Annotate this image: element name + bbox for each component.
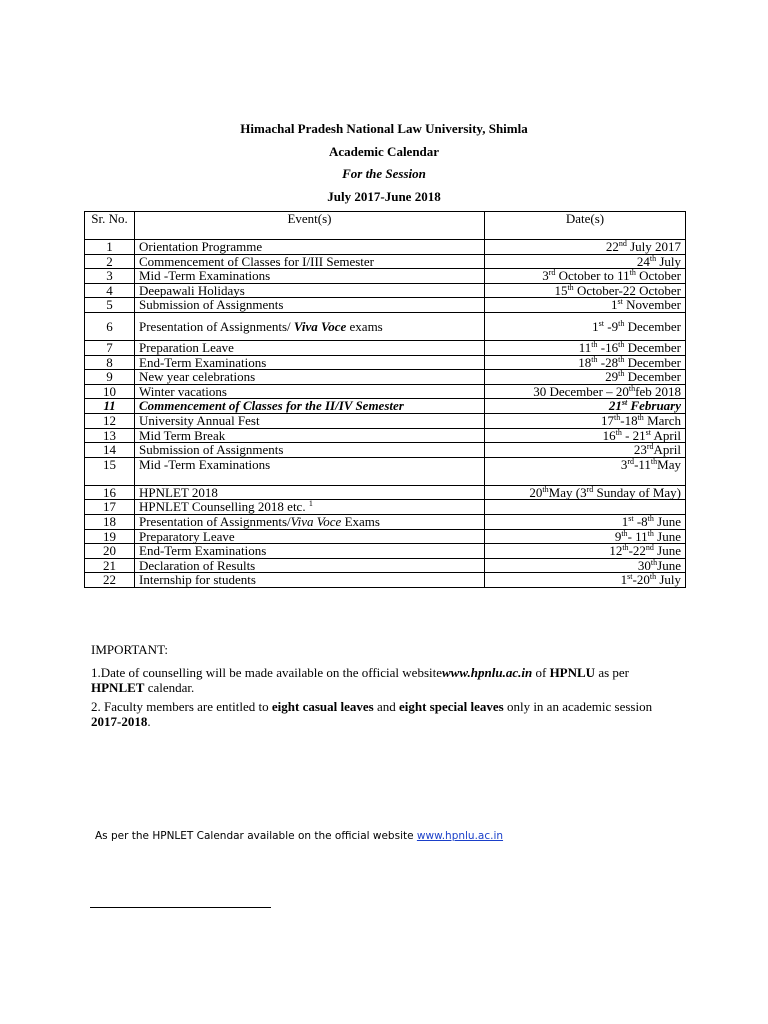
row-number: 6 <box>85 312 135 340</box>
row-number: 9 <box>85 370 135 385</box>
university-name: Himachal Pradesh National Law University, Shimla <box>240 121 528 136</box>
row-number: 14 <box>85 443 135 458</box>
table-row <box>85 370 686 385</box>
row-date: 11th -16th December <box>485 340 686 355</box>
row-event: Winter vacations <box>135 384 485 399</box>
row-date: 12th-22nd June <box>485 544 686 559</box>
important-label: IMPORTANT: <box>91 642 168 657</box>
row-date: 17th-18th March <box>485 413 686 428</box>
table-row <box>85 312 686 340</box>
row-event: Mid -Term Examinations <box>135 269 485 284</box>
row-date: 3rd October to 11th October <box>485 269 686 284</box>
row-number: 11 <box>85 399 135 414</box>
row-date: 21st February <box>485 399 686 414</box>
row-date: 1st-20th July <box>485 573 686 588</box>
table-row <box>85 558 686 573</box>
row-number: 16 <box>85 485 135 500</box>
row-number: 22 <box>85 573 135 588</box>
table-row <box>85 428 686 443</box>
row-date: 24th July <box>485 254 686 269</box>
row-number: 5 <box>85 298 135 313</box>
row-event: Mid Term Break <box>135 428 485 443</box>
table-row <box>85 514 686 529</box>
row-number: 19 <box>85 529 135 544</box>
table-row <box>85 283 686 298</box>
row-number: 7 <box>85 340 135 355</box>
row-number: 4 <box>85 283 135 298</box>
row-event: Commencement of Classes for I/III Semester <box>135 254 485 269</box>
row-event: Commencement of Classes for the II/IV Semester <box>135 399 485 414</box>
row-date: 1st November <box>485 298 686 313</box>
table-row <box>85 384 686 399</box>
footnote-separator <box>90 907 271 908</box>
calendar-rows <box>85 240 686 588</box>
note-1: 1.Date of counselling will be made available on the official websitewww.hpnlu.ac.in of HPNLU as per HPNLET calendar. <box>91 665 629 695</box>
sr-no-header: Sr. No. <box>85 212 135 240</box>
row-date: 18th -28th December <box>485 355 686 370</box>
table-row <box>85 269 686 284</box>
row-event: End-Term Examinations <box>135 544 485 559</box>
academic-calendar-table <box>84 211 686 588</box>
table-row <box>85 254 686 269</box>
row-event: Preparation Leave <box>135 340 485 355</box>
row-date: 29th December <box>485 370 686 385</box>
row-event: University Annual Fest <box>135 413 485 428</box>
table-row <box>85 485 686 500</box>
row-date: 20thMay (3rd Sunday of May) <box>485 485 686 500</box>
table-row <box>85 399 686 414</box>
session-years: July 2017-June 2018 <box>327 189 441 204</box>
row-number: 18 <box>85 514 135 529</box>
row-date: 1st -8th June <box>485 514 686 529</box>
row-number: 13 <box>85 428 135 443</box>
table-row <box>85 298 686 313</box>
row-event: Preparatory Leave <box>135 529 485 544</box>
row-number: 3 <box>85 269 135 284</box>
table-row <box>85 443 686 458</box>
row-number: 21 <box>85 558 135 573</box>
row-event: HPNLET Counselling 2018 etc. $^1$ <box>135 500 485 515</box>
row-event: Deepawali Holidays <box>135 283 485 298</box>
events-header: Event(s) <box>135 212 485 240</box>
row-event: Orientation Programme <box>135 240 485 255</box>
row-number: 2 <box>85 254 135 269</box>
row-event: Submission of Assignments <box>135 443 485 458</box>
row-date: 15th October-22 October <box>485 283 686 298</box>
table-header-row <box>85 212 686 240</box>
row-event: Presentation of Assignments/Viva Voce Exams <box>135 514 485 529</box>
row-date: 30thJune <box>485 558 686 573</box>
row-date: 23rdApril <box>485 443 686 458</box>
document-title: Academic Calendar <box>328 144 440 159</box>
row-event: Internship for students <box>135 573 485 588</box>
row-date: 9th- 11th June <box>485 529 686 544</box>
table-row <box>85 355 686 370</box>
table-row <box>85 340 686 355</box>
row-date: 1st -9th December <box>485 312 686 340</box>
footnote <box>95 829 503 843</box>
table-row <box>85 573 686 588</box>
table-row <box>85 457 686 485</box>
row-date <box>485 500 686 515</box>
row-event: Mid -Term Examinations <box>135 457 485 485</box>
row-number: 17 <box>85 500 135 515</box>
row-number: 20 <box>85 544 135 559</box>
table-row <box>85 500 686 515</box>
row-event: New year celebrations <box>135 370 485 385</box>
row-number: 8 <box>85 355 135 370</box>
row-event: Presentation of Assignments/ Viva Voce exams <box>135 312 485 340</box>
row-event: HPNLET 2018 <box>135 485 485 500</box>
table-row <box>85 240 686 255</box>
row-date: 16th - 21st April <box>485 428 686 443</box>
row-event: Submission of Assignments <box>135 298 485 313</box>
row-number: 15 <box>85 457 135 485</box>
row-number: 10 <box>85 384 135 399</box>
session-label: For the Session <box>342 166 426 181</box>
note-2: 2. Faculty members are entitled to eight casual leaves and eight special leaves only in an academic session 2017-2018. <box>91 699 653 729</box>
row-date: 3rd-11thMay <box>485 457 686 485</box>
website-link[interactable]: www.hpnlu.ac.in <box>416 830 504 842</box>
dates-header: Date(s) <box>485 212 686 240</box>
footnote-text: As per the HPNLET Calendar available on the official website <box>95 830 417 842</box>
row-date: 22nd July 2017 <box>485 240 686 255</box>
table-row <box>85 529 686 544</box>
row-date: 30 December – 20thfeb 2018 <box>485 384 686 399</box>
row-number: 12 <box>85 413 135 428</box>
table-row <box>85 413 686 428</box>
row-event: Declaration of Results <box>135 558 485 573</box>
row-number: 1 <box>85 240 135 255</box>
row-event: End-Term Examinations <box>135 355 485 370</box>
table-row <box>85 544 686 559</box>
